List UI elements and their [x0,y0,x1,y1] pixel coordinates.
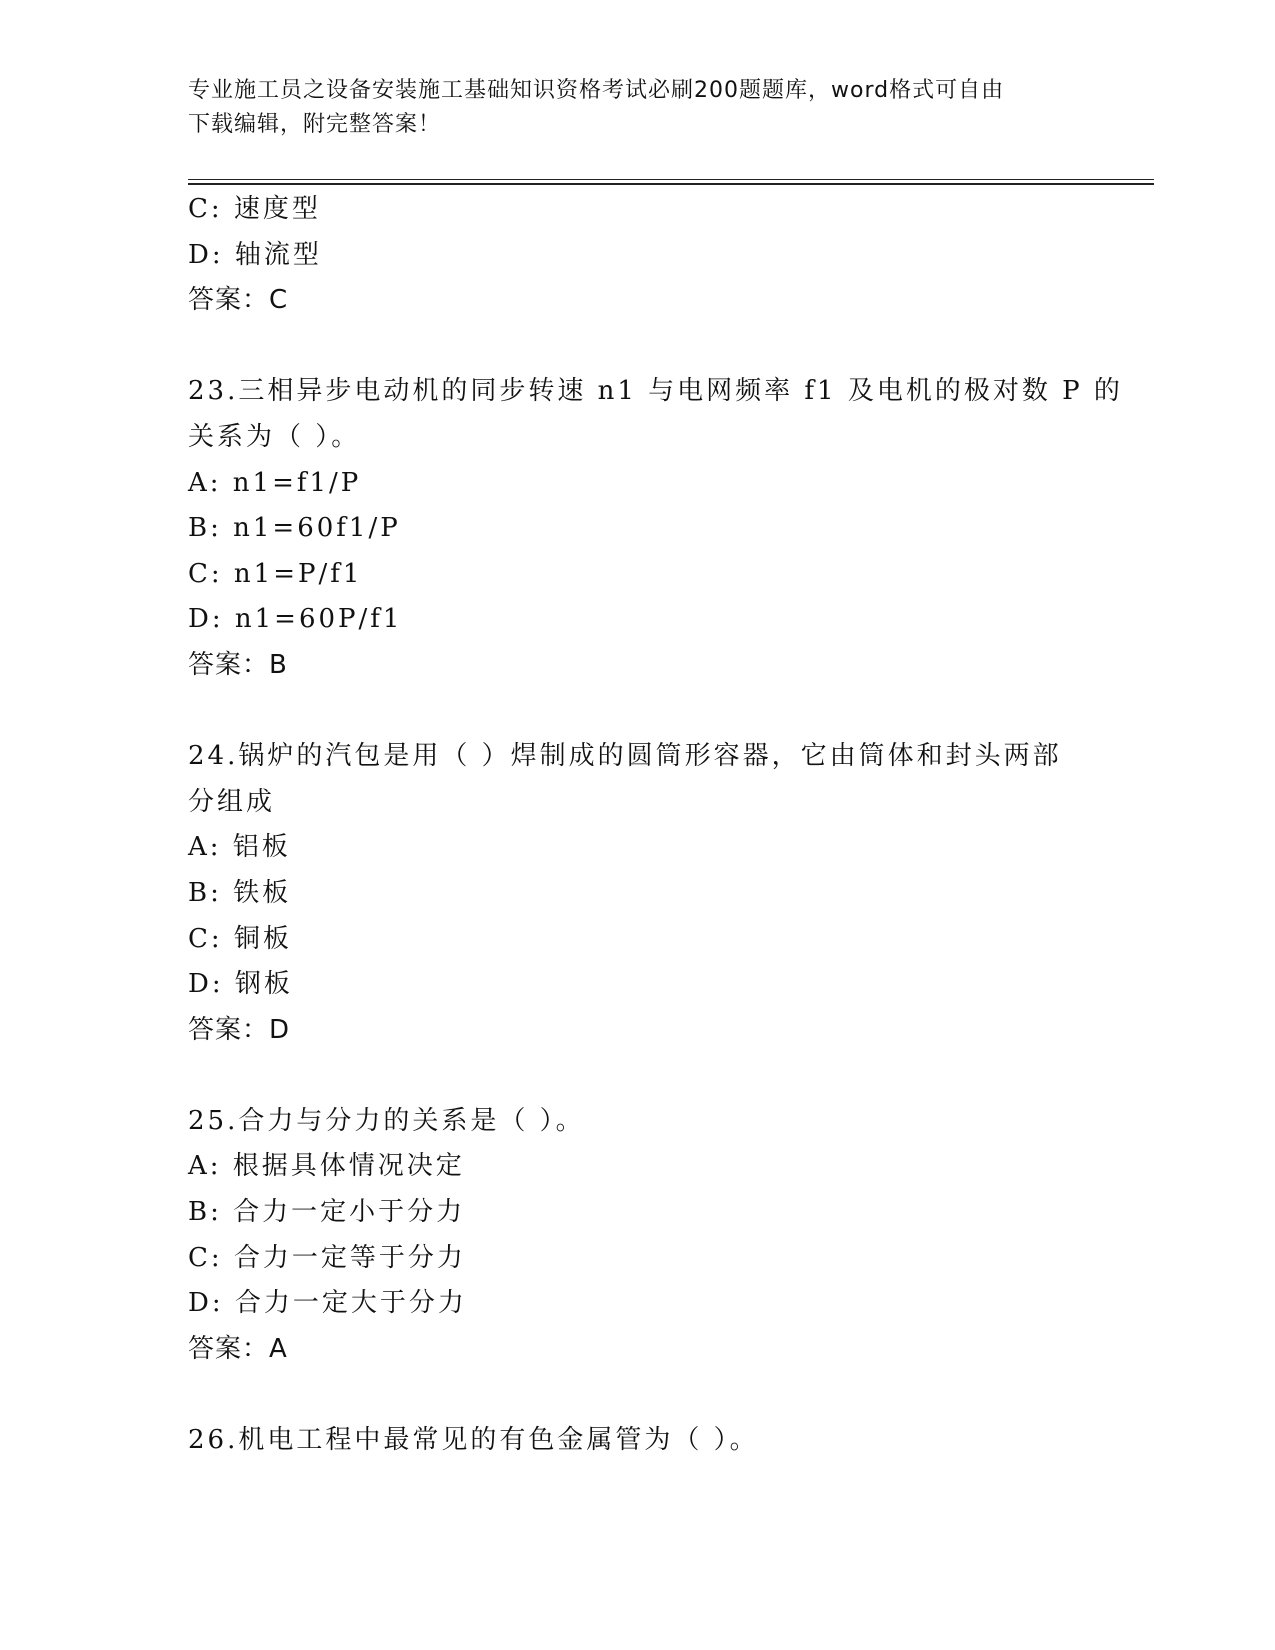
option-d: D: 钢板 [188,969,293,1000]
header-divider-thin [188,179,1154,180]
question-text-line-1: 23.三相异步电动机的同步转速 n1 与电网频率 f1 及电机的极对数 P 的 [188,376,1123,407]
question-22-tail [188,187,1088,324]
option-c: C: 速度型 [188,194,321,224]
option-d: D: 合力一定大于分力 [188,1288,467,1319]
document-header [188,74,1068,142]
option-a: A: n1=f1/P [188,467,362,498]
spacer [188,324,1088,370]
option-a: A: 铝板 [188,832,291,863]
spacer [188,1053,1088,1099]
question-25 [188,1099,1088,1373]
question-text-line-1: 25.合力与分力的关系是（ ）。 [188,1105,585,1136]
question-text-line-2: 分组成 [188,786,276,817]
answer: 答案：A [188,1333,288,1364]
option-c: C: n1=P/f1 [188,558,363,589]
question-23 [188,369,1123,688]
answer: 答案：D [188,1014,291,1045]
header-line-1: 专业施工员之设备安装施工基础知识资格考试必刷200题题库，word格式可自由 [188,78,1005,103]
question-text-line-1: 24.锅炉的汽包是用（ ）焊制成的圆筒形容器，它由筒体和封头两部 [188,741,1062,772]
header-line-2: 下载编辑，附完整答案！ [188,112,442,137]
spacer [188,689,1088,735]
spacer [188,1372,1088,1418]
question-24 [188,734,1088,1053]
answer: 答案：B [188,649,288,680]
option-d: D: 轴流型 [188,239,322,270]
option-d: D: n1=60P/f1 [188,604,403,635]
option-b: B: 铁板 [188,877,292,908]
option-a: A: 根据具体情况决定 [188,1151,465,1182]
answer: 答案：C [188,285,289,316]
question-text-line-1: 26.机电工程中最常见的有色金属管为（ ）。 [188,1425,759,1456]
header-divider-thick [188,183,1154,185]
option-b: B: 合力一定小于分力 [188,1197,466,1228]
option-c: C: 铜板 [188,923,292,954]
option-b: B: n1=60f1/P [188,513,401,544]
question-list [188,187,1123,1464]
question-26 [188,1418,1088,1464]
option-c: C: 合力一定等于分力 [188,1242,466,1273]
question-text-line-2: 关系为（ ）。 [188,421,361,452]
